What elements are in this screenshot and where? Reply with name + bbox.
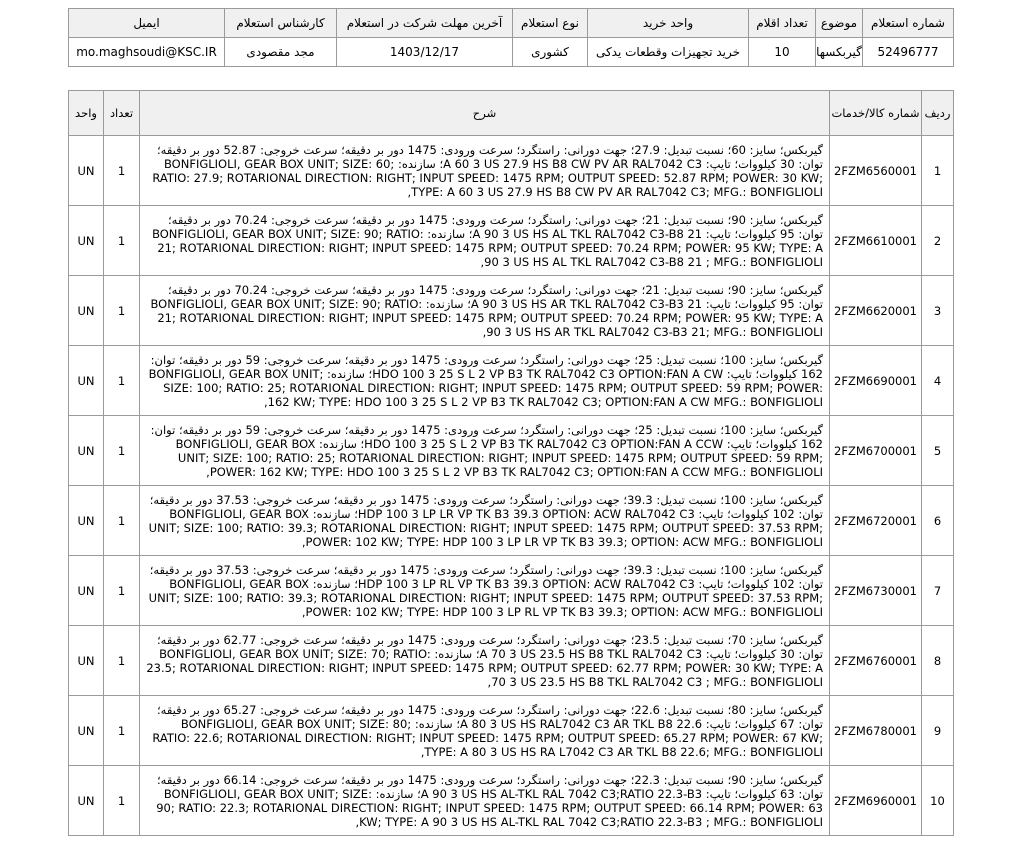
row-number: 10 — [922, 766, 954, 836]
item-unit: UN — [69, 766, 104, 836]
item-qty: 1 — [104, 416, 140, 486]
row-number: 6 — [922, 486, 954, 556]
item-unit: UN — [69, 556, 104, 626]
col-header-description: شرح — [140, 91, 830, 136]
label-purchase-unit: واحد خرید — [588, 9, 749, 38]
item-description: گیربکس؛ سایز: 80؛ نسبت تبدیل: 22.6؛ جهت دورانی: راستگرد؛ سرعت ورودی: 1475 دور بر دقیقه؛ سرعت خروجی: 65.27 دور بر دقیقه؛ توان: 67 کیلووات؛ تایپ: A 80 3 US HS RAL7042 C3 AR TKL B8 22.6؛ سازنده: BONFIGLIOLI, GEAR BOX UNIT; SIZE: 80; RATIO: 22.6; ROTARIONAL DIRECTION: RIGHT; INPUT SPEED: 1475 RPM; OUTPUT SPEED: 65.27 RPM; POWER: 67 KW; TYPE: A 80 3 US HS RA L7042 C3 AR TKL B8 22.6; MFG.: BONFIGLIOLI, — [140, 696, 830, 766]
label-email: ایمیل — [69, 9, 225, 38]
table-row — [69, 206, 954, 276]
row-number: 7 — [922, 556, 954, 626]
header-values-row — [69, 38, 954, 67]
value-inquiry-number: 52496777 — [863, 38, 954, 67]
item-unit: UN — [69, 206, 104, 276]
value-item-count: 10 — [749, 38, 816, 67]
item-code: 2FZM6760001 — [830, 626, 922, 696]
col-header-code: شماره کالا/خدمات — [830, 91, 922, 136]
item-unit: UN — [69, 626, 104, 696]
row-number: 4 — [922, 346, 954, 416]
col-header-unit: واحد — [69, 91, 104, 136]
header-labels-row — [69, 9, 954, 38]
item-code: 2FZM6730001 — [830, 556, 922, 626]
row-number: 5 — [922, 416, 954, 486]
label-inquiry-type: نوع استعلام — [513, 9, 588, 38]
item-qty: 1 — [104, 696, 140, 766]
item-qty: 1 — [104, 486, 140, 556]
items-body — [69, 136, 954, 836]
value-expert: مجد مقصودی — [225, 38, 337, 67]
item-unit: UN — [69, 486, 104, 556]
item-code: 2FZM6780001 — [830, 696, 922, 766]
items-header-row — [69, 91, 954, 136]
table-row — [69, 136, 954, 206]
item-qty: 1 — [104, 346, 140, 416]
table-row — [69, 626, 954, 696]
table-row — [69, 416, 954, 486]
value-purchase-unit: خرید تجهیزات وقطعات یدکی — [588, 38, 749, 67]
item-description: گیربکس؛ سایز: 100؛ نسبت تبدیل: 39.3؛ جهت دورانی: راستگرد؛ سرعت ورودی: 1475 دور بر دقیقه؛ سرعت خروجی: 37.53 دور بر دقیقه؛ توان: 102 کیلووات؛ تایپ: HDP 100 3 LP RL VP TK B3 39.3 OPTION: ACW RAL7042 C3؛ سازنده: BONFIGLIOLI, GEAR BOX UNIT; SIZE: 100; RATIO: 39.3; ROTARIONAL DIRECTION: RIGHT; INPUT SPEED: 1475 RPM; OUTPUT SPEED: 37.53 RPM; POWER: 102 KW; TYPE: HDP 100 3 LP RL VP TK B3 39.3; OPTION: ACW MFG.: BONFIGLIOLI, — [140, 556, 830, 626]
item-description: گیربکس؛ سایز: 90؛ نسبت تبدیل: 21؛ جهت دورانی: راستگرد؛ سرعت ورودی: 1475 دور بر دقیقه؛ سرعت خروجی: 70.24 دور بر دقیقه؛ توان: 95 کیلووات؛ تایپ: A 90 3 US HS AL TKL RAL7042 C3-B8 21؛ سازنده: BONFIGLIOLI, GEAR BOX UNIT; SIZE: 90; RATIO: 21; ROTARIONAL DIRECTION: RIGHT; INPUT SPEED: 1475 RPM; OUTPUT SPEED: 70.24 RPM; POWER: 95 KW; TYPE: A 90 3 US HS AL TKL RAL7042 C3-B8 21 ; MFG.: BONFIGLIOLI, — [140, 206, 830, 276]
label-expert: کارشناس استعلام — [225, 9, 337, 38]
item-qty: 1 — [104, 206, 140, 276]
table-row — [69, 486, 954, 556]
item-qty: 1 — [104, 276, 140, 346]
item-description: گیربکس؛ سایز: 100؛ نسبت تبدیل: 39.3؛ جهت دورانی: راستگرد؛ سرعت ورودی: 1475 دور بر دقیقه؛ سرعت خروجی: 37.53 دور بر دقیقه؛ توان: 102 کیلووات؛ تایپ: HDP 100 3 LP LR VP TK B3 39.3 OPTION: ACW RAL7042 C3؛ سازنده: BONFIGLIOLI, GEAR BOX UNIT; SIZE: 100; RATIO: 39.3; ROTARIONAL DIRECTION: RIGHT; INPUT SPEED: 1475 RPM; OUTPUT SPEED: 37.53 RPM; POWER: 102 KW; TYPE: HDP 100 3 LP LR VP TK B3 39.3; OPTION: ACW MFG.: BONFIGLIOLI, — [140, 486, 830, 556]
item-unit: UN — [69, 416, 104, 486]
item-code: 2FZM6960001 — [830, 766, 922, 836]
item-description: گیربکس؛ سایز: 100؛ نسبت تبدیل: 25؛ جهت دورانی: راستگرد؛ سرعت ورودی: 1475 دور بر دقیقه؛ سرعت خروجی: 59 دور بر دقیقه؛ توان: 162 کیلووات؛ تایپ: HDO 100 3 25 S L 2 VP B3 TK RAL7042 C3 OPTION:FAN A CCW؛ سازنده: BONFIGLIOLI, GEAR BOX UNIT; SIZE: 100; RATIO: 25; ROTARIONAL DIRECTION: RIGHT; INPUT SPEED: 1475 RPM; OUTPUT SPEED: 59 RPM; POWER: 162 KW; TYPE: HDO 100 3 25 S L 2 VP B3 TK RAL7042 C3; OPTION:FAN A CCW MFG.: BONFIGLIOLI, — [140, 416, 830, 486]
row-number: 2 — [922, 206, 954, 276]
item-code: 2FZM6620001 — [830, 276, 922, 346]
row-number: 8 — [922, 626, 954, 696]
row-number: 1 — [922, 136, 954, 206]
table-row — [69, 766, 954, 836]
item-description: گیربکس؛ سایز: 90؛ نسبت تبدیل: 22.3؛ جهت دورانی: راستگرد؛ سرعت ورودی: 1475 دور بر دقیقه؛ سرعت خروجی: 66.14 دور بر دقیقه؛ توان: 63 کیلووات؛ تایپ: A 90 3 US HS AL-TKL RAL 7042 C3;RATIO 22.3-B3؛ سازنده: BONFIGLIOLI, GEAR BOX UNIT; SIZE: 90; RATIO: 22.3; ROTARIONAL DIRECTION: RIGHT; INPUT SPEED: 1475 RPM; OUTPUT SPEED: 66.14 RPM; POWER: 63 KW; TYPE: A 90 3 US HS AL-TKL RAL 7042 C3;RATIO 22.3-B3 ; MFG.: BONFIGLIOLI, — [140, 766, 830, 836]
item-code: 2FZM6720001 — [830, 486, 922, 556]
value-deadline: 1403/12/17 — [337, 38, 513, 67]
item-qty: 1 — [104, 766, 140, 836]
item-qty: 1 — [104, 136, 140, 206]
table-row — [69, 346, 954, 416]
value-inquiry-type: کشوری — [513, 38, 588, 67]
item-code: 2FZM6690001 — [830, 346, 922, 416]
label-subject: موضوع — [816, 9, 863, 38]
table-row — [69, 556, 954, 626]
value-email[interactable]: mo.maghsoudi@KSC.IR — [69, 38, 225, 67]
col-header-row: ردیف — [922, 91, 954, 136]
item-unit: UN — [69, 696, 104, 766]
item-unit: UN — [69, 136, 104, 206]
item-unit: UN — [69, 346, 104, 416]
inquiry-header-table — [68, 8, 954, 67]
item-qty: 1 — [104, 556, 140, 626]
table-row — [69, 696, 954, 766]
item-code: 2FZM6700001 — [830, 416, 922, 486]
item-description: گیربکس؛ سایز: 60؛ نسبت تبدیل: 27.9؛ جهت دورانی: راستگرد؛ سرعت ورودی: 1475 دور بر دقیقه؛ سرعت خروجی: 52.87 دور بر دقیقه؛ توان: 30 کیلووات؛ تایپ: A 60 3 US 27.9 HS B8 CW PV AR RAL7042 C3؛ سازنده: BONFIGLIOLI, GEAR BOX UNIT; SIZE: 60; RATIO: 27.9; ROTARIONAL DIRECTION: RIGHT; INPUT SPEED: 1475 RPM; OUTPUT SPEED: 52.87 RPM; POWER: 30 KW; TYPE: A 60 3 US 27.9 HS B8 CW PV AR RAL7042 C3; MFG.: BONFIGLIOLI, — [140, 136, 830, 206]
col-header-qty: تعداد — [104, 91, 140, 136]
table-row — [69, 276, 954, 346]
row-number: 9 — [922, 696, 954, 766]
value-subject: گیربکسها — [816, 38, 863, 67]
item-code: 2FZM6610001 — [830, 206, 922, 276]
items-table — [68, 90, 954, 836]
label-item-count: تعداد اقلام — [749, 9, 816, 38]
row-number: 3 — [922, 276, 954, 346]
item-qty: 1 — [104, 626, 140, 696]
item-description: گیربکس؛ سایز: 90؛ نسبت تبدیل: 21؛ جهت دورانی: راستگرد؛ سرعت ورودی: 1475 دور بر دقیقه؛ سرعت خروجی: 70.24 دور بر دقیقه؛ توان: 95 کیلووات؛ تایپ: A 90 3 US HS AR TKL RAL7042 C3-B3 21؛ سازنده: BONFIGLIOLI, GEAR BOX UNIT; SIZE: 90; RATIO: 21; ROTARIONAL DIRECTION: RIGHT; INPUT SPEED: 1475 RPM; OUTPUT SPEED: 70.24 RPM; POWER: 95 KW; TYPE: A 90 3 US HS AR TKL RAL7042 C3-B3 21; MFG.: BONFIGLIOLI, — [140, 276, 830, 346]
item-description: گیربکس؛ سایز: 70؛ نسبت تبدیل: 23.5؛ جهت دورانی: راستگرد؛ سرعت ورودی: 1475 دور بر دقیقه؛ سرعت خروجی: 62.77 دور بر دقیقه؛ توان: 30 کیلووات؛ تایپ: A 70 3 US 23.5 HS B8 TKL RAL7042 C3؛ سازنده: BONFIGLIOLI, GEAR BOX UNIT; SIZE: 70; RATIO: 23.5; ROTARIONAL DIRECTION: RIGHT; INPUT SPEED: 1475 RPM; OUTPUT SPEED: 62.77 RPM; POWER: 30 KW; TYPE: A 70 3 US 23.5 HS B8 TKL RAL7042 C3 ; MFG.: BONFIGLIOLI, — [140, 626, 830, 696]
item-code: 2FZM6560001 — [830, 136, 922, 206]
item-unit: UN — [69, 276, 104, 346]
label-deadline: آخرین مهلت شرکت در استعلام — [337, 9, 513, 38]
item-description: گیربکس؛ سایز: 100؛ نسبت تبدیل: 25؛ جهت دورانی: راستگرد؛ سرعت ورودی: 1475 دور بر دقیقه؛ سرعت خروجی: 59 دور بر دقیقه؛ توان: 162 کیلووات؛ تایپ: HDO 100 3 25 S L 2 VP B3 TK RAL7042 C3 OPTION:FAN A CW؛ سازنده: BONFIGLIOLI, GEAR BOX UNIT; SIZE: 100; RATIO: 25; ROTARIONAL DIRECTION: RIGHT; INPUT SPEED: 1475 RPM; OUTPUT SPEED: 59 RPM; POWER: 162 KW; TYPE: HDO 100 3 25 S L 2 VP B3 TK RAL7042 C3; OPTION:FAN A CW MFG.: BONFIGLIOLI, — [140, 346, 830, 416]
label-inquiry-number: شماره استعلام — [863, 9, 954, 38]
